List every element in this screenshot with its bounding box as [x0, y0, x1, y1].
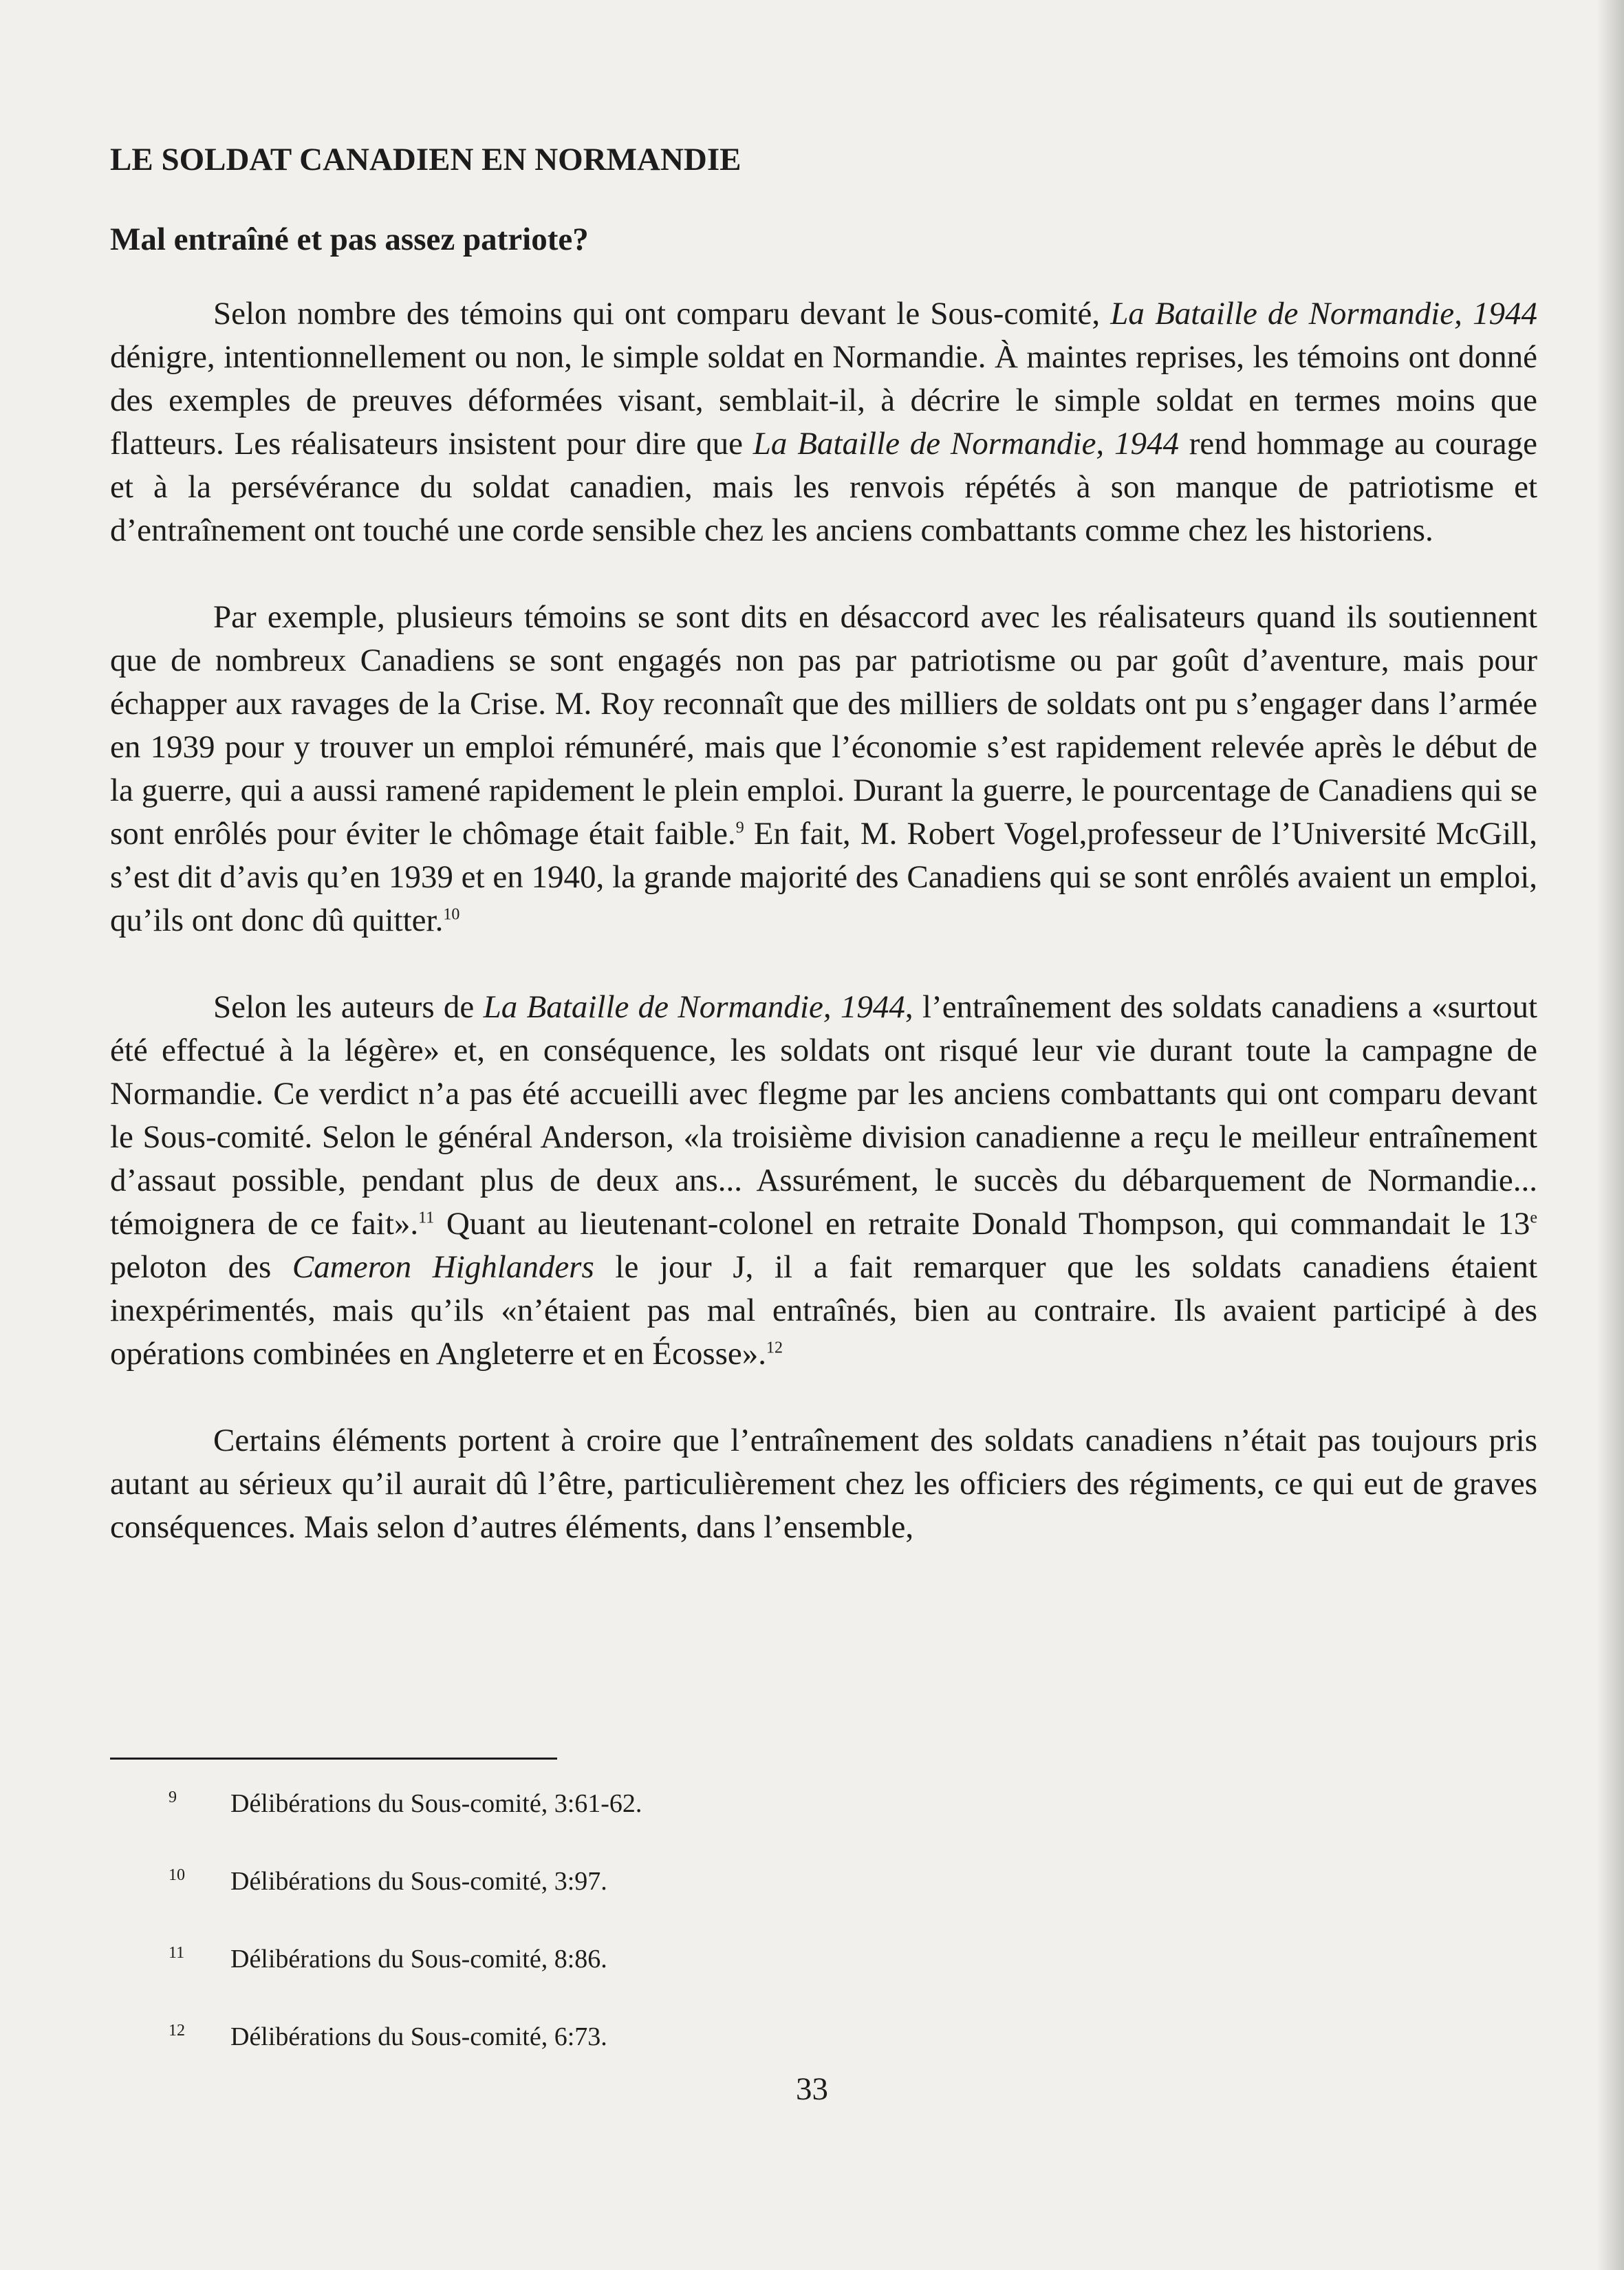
- footnotes: [110, 1788, 935, 2099]
- ordinal-suffix: e: [1530, 1209, 1537, 1227]
- footnote: [110, 1944, 935, 2022]
- regiment-name: Cameron Highlanders: [292, 1249, 594, 1285]
- text-run: Selon les auteurs de: [213, 989, 484, 1025]
- footnote: [110, 1788, 935, 1866]
- page-number: 33: [796, 2071, 828, 2107]
- text-run: Par exemple, plusieurs témoins se sont dits en désaccord avec les réalisateurs quand ils soutiennent que de nombreux Canadiens se sont engagés non pas par patriotisme ou par goût d’aventure, mais pour échapper aux ravages de la Crise. M. Roy reconnaît que des milliers de soldats ont pu s’engager dans l’armée en 1939 pour y trouver un emploi rémunéré, mais que l’économie s’est rapidement relevée après le début de la guerre, qui a aussi ramené rapidement le plein emploi. Durant la guerre, le pourcentage de Canadiens qui se sont enrôlés pour éviter le chômage était faible.: [110, 599, 1537, 852]
- paragraph-4: [110, 1419, 1537, 1549]
- footnote-ref: 10: [443, 905, 460, 924]
- footnote-number: 11: [169, 1944, 185, 1962]
- paragraph-1: [110, 292, 1537, 552]
- main-content: [110, 141, 1537, 1592]
- text-run: , l’entraînement des soldats canadiens a «surtout été effectué à la légère» et, en conséquence, les soldats ont risqué leur vie durant toute la campagne de Normandie. Ce verdict n’a pas été accueilli avec flegme par les anciens combattants qui ont comparu devant le Sous-comité. Selon le général Anderson, «la troisième division canadienne a reçu le meilleur entraînement d’assaut possible, pendant plus de deux ans... Assurément, le succès du débarquement de Normandie... témoignera de ce fait».: [110, 989, 1537, 1242]
- footnote: [110, 1866, 935, 1944]
- page-edge-shadow: [1596, 0, 1624, 2270]
- text-run: le jour J, il a fait remarquer que les soldats canadiens étaient inexpérimentés, mais qu’ils «n’étaient pas mal entraînés, bien au contraire. Ils avaient participé à des opérations combinées en Angleterre et en Écosse».: [110, 1249, 1537, 1372]
- footnote-ref: 12: [766, 1339, 783, 1357]
- text-run: Selon nombre des témoins qui ont comparu devant le Sous-comité,: [213, 296, 1111, 332]
- footnote-number: 12: [169, 2022, 185, 2040]
- paragraph-3: [110, 986, 1537, 1376]
- footnote-text: Délibérations du Sous-comité, 6:73.: [230, 2022, 607, 2051]
- film-title: La Bataille de Normandie, 1944: [1110, 296, 1537, 332]
- section-heading: LE SOLDAT CANADIEN EN NORMANDIE: [110, 142, 741, 177]
- footnote-text: Délibérations du Sous-comité, 3:61-62.: [230, 1789, 642, 1818]
- footnote-text: Délibérations du Sous-comité, 8:86.: [230, 1945, 607, 1974]
- text-run: dénigre, intentionnellement ou non, le simple soldat en Normandie. À maintes reprises, les témoins ont donné des exemples de preuves déformées visant, semblait-il, à décrire le simple soldat en termes moins que flatteurs. Les réalisateurs insistent pour dire que: [110, 339, 1537, 462]
- film-title: La Bataille de Normandie, 1944: [483, 989, 905, 1025]
- text-run: Quant au lieutenant-colonel en retraite Donald Thompson, qui commandait le 13: [434, 1206, 1530, 1242]
- footnote-number: 10: [169, 1866, 185, 1884]
- footnote-divider: [110, 1758, 557, 1760]
- text-run: peloton des: [110, 1249, 292, 1285]
- text-run: Certains éléments portent à croire que l’entraînement des soldats canadiens n’était pas toujours pris autant au sérieux qu’il aurait dû l’être, particulièrement chez les officiers des régiments, ce qui eut de graves conséquences. Mais selon d’autres éléments, dans l’ensemble,: [110, 1423, 1537, 1545]
- footnote-ref: 9: [735, 819, 744, 837]
- film-title: La Bataille de Normandie, 1944: [753, 426, 1179, 462]
- footnote-number: 9: [169, 1788, 177, 1806]
- footnote-ref: 11: [418, 1209, 435, 1227]
- paragraph-2: [110, 596, 1537, 942]
- text-run: rend hommage au courage et à la persévérance du soldat canadien, mais les renvois répétés à son manque de patriotisme et d’entraînement ont touché une corde sensible chez les anciens combattants comme chez les historiens.: [110, 426, 1537, 548]
- text-run: En fait, M. Robert Vogel,professeur de l’Université McGill, s’est dit d’avis qu’en 1939 et en 1940, la grande majorité des Canadiens qui se sont enrôlés avaient un emploi, qu’ils ont donc dû quitter.: [110, 816, 1538, 938]
- section-subheading: Mal entraîné et pas assez patriote?: [110, 221, 589, 257]
- footnote-text: Délibérations du Sous-comité, 3:97.: [230, 1867, 607, 1896]
